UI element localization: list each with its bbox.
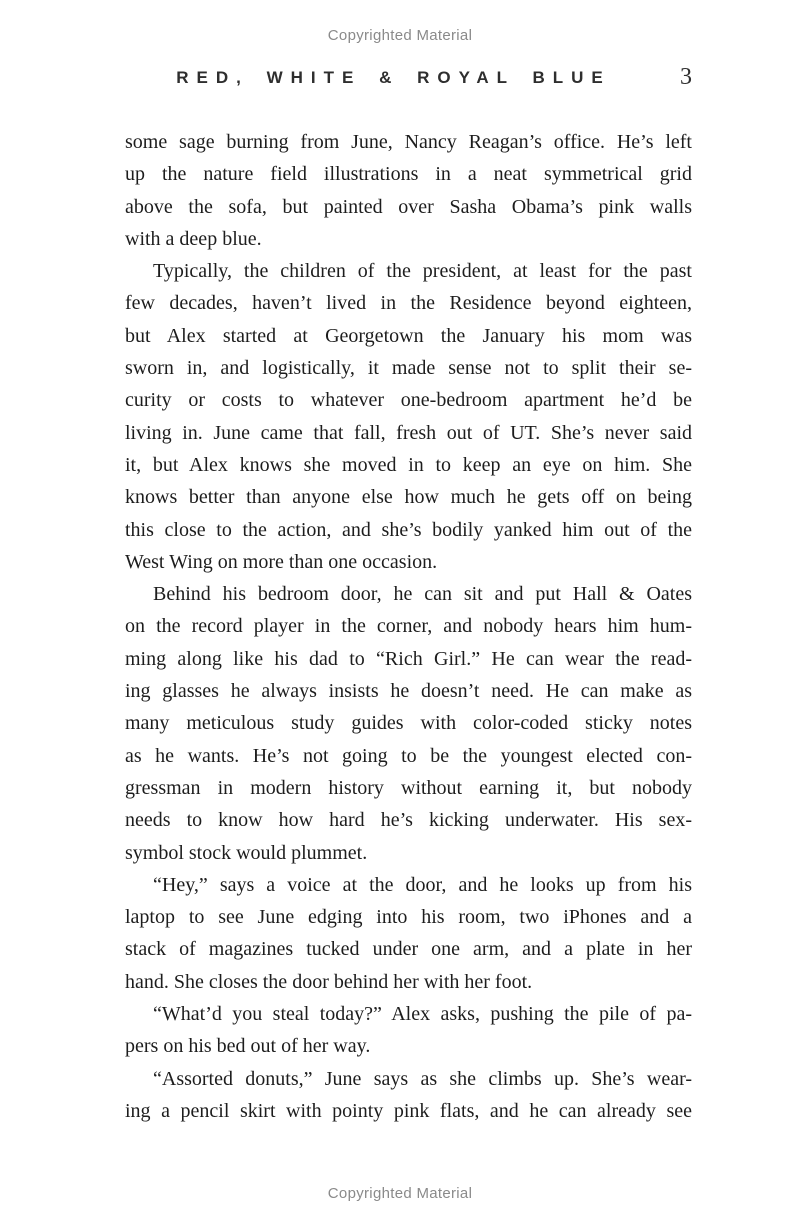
text-line: West Wing on more than one occasion.	[125, 550, 438, 573]
text-line: “Hey,” says a voice at the door, and he looks up from his	[153, 873, 692, 896]
text-line: many meticulous study guides with color-coded sticky notes	[125, 712, 692, 735]
text-line: but Alex started at Georgetown the January his mom was	[125, 324, 692, 347]
text-line: sworn in, and logistically, it made sense not to split their se-	[125, 357, 692, 380]
running-header	[125, 64, 692, 98]
text-line: “What’d you steal today?” Alex asks, pushing the pile of pa-	[153, 1003, 692, 1026]
page-body	[125, 126, 692, 1127]
text-line: Behind his bedroom door, he can sit and put Hall & Oates	[153, 583, 692, 606]
text-line: ing glasses he always insists he doesn’t need. He can make as	[125, 680, 692, 703]
text-line: ing a pencil skirt with pointy pink flats, and he can already see	[125, 1099, 692, 1122]
text-line: on the record player in the corner, and nobody hears him hum-	[125, 615, 692, 638]
book-title: RED, WHITE & ROYAL BLUE	[176, 68, 611, 87]
text-line: few decades, haven’t lived in the Residence beyond eighteen,	[125, 292, 692, 315]
text-line: “Assorted donuts,” June says as she climbs up. She’s wear-	[153, 1067, 692, 1090]
text-line: knows better than anyone else how much he gets off on being	[125, 486, 692, 509]
text-line: above the sofa, but painted over Sasha Obama’s pink walls	[125, 195, 692, 218]
text-line: symbol stock would plummet.	[125, 841, 368, 864]
copyright-notice-top: Copyrighted Material	[327, 27, 473, 44]
text-line: with a deep blue.	[125, 227, 262, 250]
text-line: as he wants. He’s not going to be the youngest elected con-	[125, 744, 692, 767]
text-line: pers on his bed out of her way.	[125, 1035, 371, 1058]
text-line: hand. She closes the door behind her with her foot.	[125, 970, 533, 993]
text-line: ming along like his dad to “Rich Girl.” He can wear the read-	[125, 647, 692, 670]
page-number: 3	[680, 64, 692, 90]
text-line: needs to know how hard he’s kicking underwater. His sex-	[125, 809, 692, 832]
text-line: living in. June came that fall, fresh out of UT. She’s never said	[125, 421, 692, 444]
text-line: it, but Alex knows she moved in to keep an eye on him. She	[125, 453, 692, 476]
text-line: up the nature field illustrations in a neat symmetrical grid	[125, 163, 692, 186]
text-line: stack of magazines tucked under one arm, and a plate in her	[125, 938, 692, 961]
text-line: this close to the action, and she’s bodily yanked him out of the	[125, 518, 692, 541]
text-line: gressman in modern history without earning it, but nobody	[125, 776, 692, 799]
copyright-notice-bottom: Copyrighted Material	[327, 1185, 473, 1202]
text-line: some sage burning from June, Nancy Reagan’s office. He’s left	[125, 131, 692, 153]
text-line: curity or costs to whatever one-bedroom apartment he’d be	[125, 389, 692, 412]
text-line: laptop to see June edging into his room, two iPhones and a	[125, 906, 692, 929]
text-line: Typically, the children of the president, at least for the past	[153, 260, 692, 283]
